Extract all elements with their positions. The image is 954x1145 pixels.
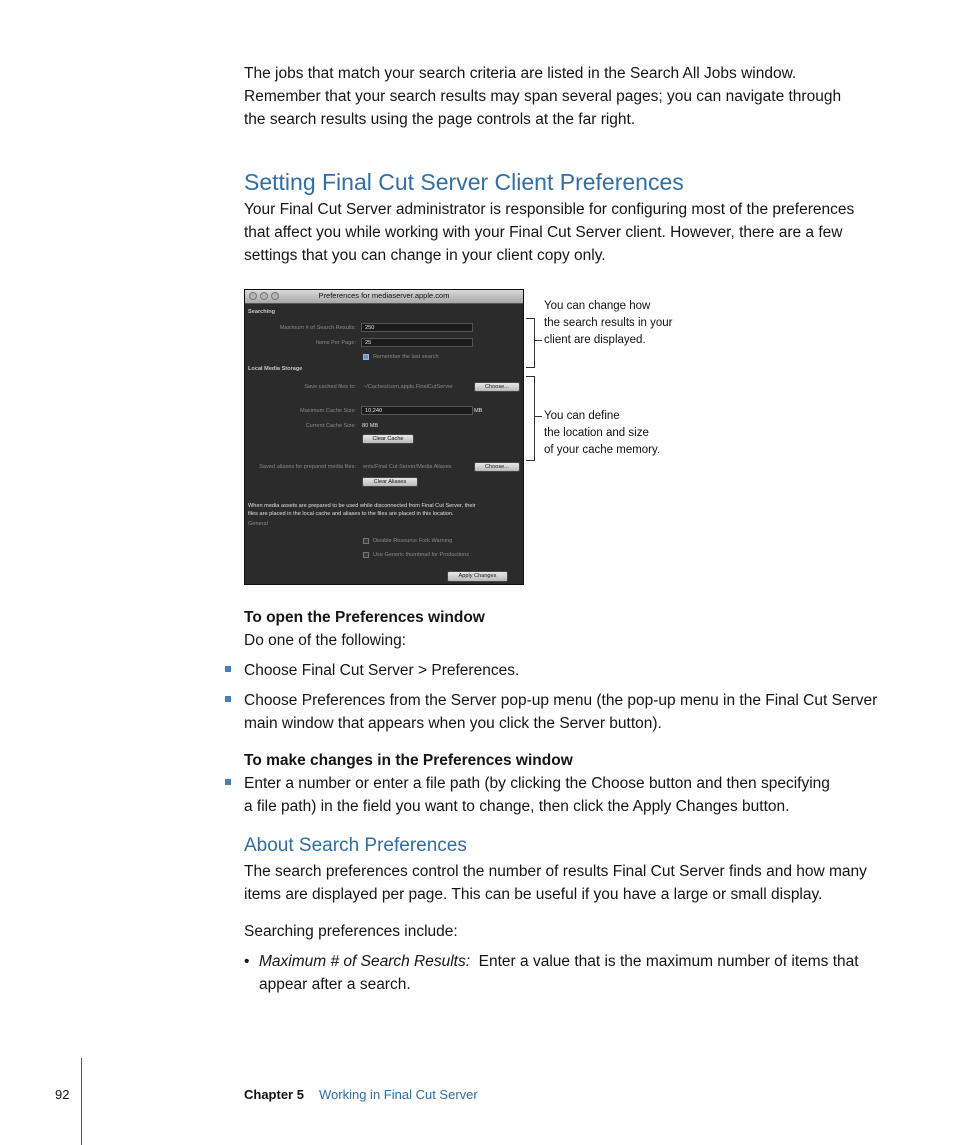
clear-aliases-button[interactable]: Clear Aliases bbox=[362, 477, 418, 487]
callout-line: of your cache memory. bbox=[544, 444, 661, 456]
save-cached-path: ~/Caches/com.apple.FinalCutServer bbox=[363, 384, 454, 390]
searching-section-label: Searching bbox=[248, 309, 276, 315]
max-cache-label: Maximum Cache Size: bbox=[300, 408, 356, 414]
about-line: The search preferences control the number of results Final Cut Server finds and how many bbox=[244, 863, 867, 880]
callout-line: You can change how bbox=[544, 300, 651, 312]
saved-aliases-path: ents/Final Cut Server/Media Aliases bbox=[363, 464, 452, 470]
generic-thumbnail-checkbox[interactable] bbox=[363, 552, 369, 558]
intro-line: the search results using the page controls at the far right. bbox=[244, 111, 636, 128]
about-search-title: About Search Preferences bbox=[244, 835, 467, 856]
bullet-line: Enter a number or enter a file path (by clicking the Choose button and then specifying bbox=[244, 775, 830, 792]
bullet-line: Choose Preferences from the Server pop-up menu (the pop-up menu in the Final Cut Server bbox=[244, 692, 878, 709]
max-results-label: Maximum # of Search Results: bbox=[279, 325, 356, 331]
mb-unit-label: MB bbox=[474, 408, 483, 414]
page-number: 92 bbox=[55, 1087, 70, 1102]
footer-divider bbox=[81, 1058, 82, 1145]
bullet-dot: • bbox=[244, 953, 250, 970]
callout-line: You can define bbox=[544, 410, 620, 422]
preferences-window-screenshot bbox=[244, 289, 524, 585]
max-results-value: 250 bbox=[365, 325, 375, 331]
square-bullet-icon bbox=[225, 696, 231, 702]
callout-leader-search bbox=[534, 340, 542, 341]
callout-leader-cache bbox=[534, 416, 542, 417]
open-prefs-bullet-1: Choose Final Cut Server > Preferences. bbox=[244, 662, 520, 679]
square-bullet-icon bbox=[225, 666, 231, 672]
section-line: Your Final Cut Server administrator is responsible for configuring most of the preferences bbox=[244, 201, 855, 218]
aliases-note-line: When media assets are prepared to be used while disconnected from Final Cut Server, their bbox=[248, 503, 476, 509]
intro-paragraph bbox=[244, 62, 841, 131]
items-per-page-value: 25 bbox=[365, 340, 372, 346]
clear-cache-button[interactable]: Clear Cache bbox=[362, 434, 414, 444]
bullet-line: a file path) in the field you want to change, then click the Apply Changes button. bbox=[244, 798, 790, 815]
definition-line bbox=[259, 950, 879, 973]
current-cache-label: Current Cache Size: bbox=[305, 423, 356, 429]
save-cached-label: Save cached files to: bbox=[304, 384, 356, 390]
definition-line: appear after a search. bbox=[259, 976, 411, 993]
make-changes-bullet bbox=[244, 772, 830, 818]
footer-chapter: Chapter 5 bbox=[244, 1087, 304, 1102]
intro-line: Remember that your search results may span several pages; you can navigate through bbox=[244, 88, 842, 105]
current-cache-value: 80 MB bbox=[362, 423, 379, 429]
callout-line: client are displayed. bbox=[544, 334, 646, 346]
section-line: settings that you can change in your client copy only. bbox=[244, 247, 606, 264]
searching-prefs-include: Searching preferences include: bbox=[244, 923, 458, 940]
section-line: that affect you while working with your Final Cut Server client. However, there are a few bbox=[244, 224, 843, 241]
max-cache-field[interactable] bbox=[361, 406, 473, 415]
general-section-label: General bbox=[248, 521, 268, 527]
square-bullet-icon bbox=[225, 779, 231, 785]
callout-search bbox=[544, 298, 672, 349]
remember-search-checkbox[interactable] bbox=[363, 354, 369, 360]
callout-bracket-search bbox=[526, 318, 535, 368]
open-prefs-heading: To open the Preferences window bbox=[244, 609, 485, 626]
choose-aliases-location-button[interactable]: Choose... bbox=[474, 462, 520, 472]
max-results-field[interactable] bbox=[361, 323, 473, 332]
open-prefs-intro: Do one of the following: bbox=[244, 632, 406, 649]
callout-line: the search results in your bbox=[544, 317, 673, 329]
footer-chapter-title: Working in Final Cut Server bbox=[319, 1087, 478, 1102]
max-results-definition bbox=[259, 950, 879, 996]
saved-aliases-label: Saved aliases for prepared media files: bbox=[259, 464, 356, 470]
window-title: Preferences for mediaserver.apple.com bbox=[318, 291, 450, 300]
choose-cache-location-button[interactable]: Choose... bbox=[474, 382, 520, 392]
make-changes-heading: To make changes in the Preferences window bbox=[244, 752, 573, 769]
definition-term: Maximum # of Search Results: bbox=[259, 953, 471, 970]
items-per-page-label: Items Per Page: bbox=[315, 340, 356, 346]
disable-resource-fork-checkbox[interactable] bbox=[363, 538, 369, 544]
section-paragraph bbox=[244, 198, 854, 267]
disable-resource-fork-label: Disable Resource Fork Warning bbox=[373, 538, 453, 544]
items-per-page-field[interactable] bbox=[361, 338, 473, 347]
max-cache-value: 10,240 bbox=[365, 408, 383, 414]
remember-search-label: Remember the last search bbox=[373, 354, 439, 360]
open-prefs-bullet-2 bbox=[244, 689, 877, 735]
definition-desc: Enter a value that is the maximum number of items that bbox=[478, 953, 859, 970]
apply-changes-button[interactable]: Apply Changes bbox=[447, 571, 508, 582]
window-titlebar bbox=[245, 290, 523, 304]
callout-line: the location and size bbox=[544, 427, 649, 439]
callout-cache bbox=[544, 408, 660, 459]
section-title: Setting Final Cut Server Client Preferences bbox=[244, 169, 684, 195]
about-search-paragraph bbox=[244, 860, 867, 906]
bullet-line: main window that appears when you click the Server button). bbox=[244, 715, 662, 732]
aliases-note-line: files are placed in the local cache and aliases to the files are placed in this location. bbox=[248, 511, 454, 517]
generic-thumbnail-label: Use Generic thumbnail for Productions bbox=[373, 552, 470, 558]
callout-bracket-cache bbox=[526, 376, 535, 461]
intro-line: The jobs that match your search criteria are listed in the Search All Jobs window. bbox=[244, 65, 797, 82]
local-storage-section-label: Local Media Storage bbox=[248, 366, 303, 372]
about-line: items are displayed per page. This can be useful if you have a large or small display. bbox=[244, 886, 823, 903]
